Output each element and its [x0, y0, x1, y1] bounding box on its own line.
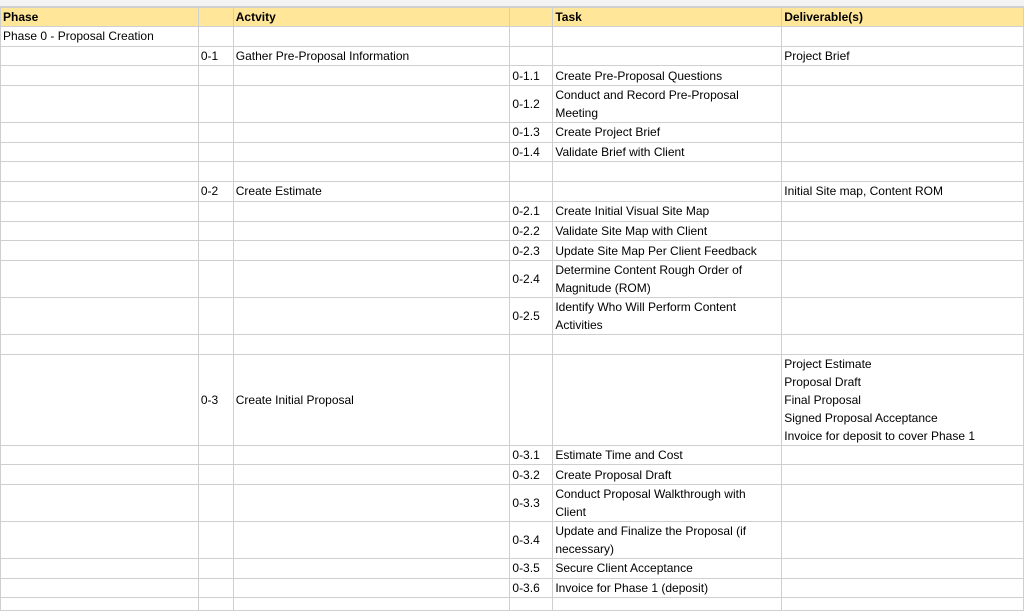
spreadsheet-grid	[0, 7, 1024, 611]
deliverables-list-cell[interactable]	[782, 354, 1024, 445]
task-id-cell[interactable]: 0-1.3	[510, 123, 553, 143]
cell[interactable]	[233, 142, 510, 162]
cell[interactable]	[510, 27, 553, 47]
cell[interactable]	[1, 241, 199, 261]
cell[interactable]	[198, 201, 233, 221]
task-name-cell[interactable]: Create Pre-Proposal Questions	[553, 66, 782, 86]
cell[interactable]	[1, 334, 199, 354]
cell[interactable]	[782, 465, 1024, 485]
cell[interactable]	[510, 162, 553, 182]
task-id-cell[interactable]: 0-2.2	[510, 221, 553, 241]
task-id-cell[interactable]: 0-3.5	[510, 558, 553, 578]
task-name-cell[interactable]: Create Proposal Draft	[553, 465, 782, 485]
cell[interactable]	[1, 182, 199, 202]
task-id-cell[interactable]: 0-2.5	[510, 297, 553, 334]
cell[interactable]	[198, 465, 233, 485]
cell[interactable]	[553, 598, 782, 611]
table-row	[1, 162, 1024, 182]
cell[interactable]	[233, 86, 510, 123]
table-row	[1, 221, 1024, 241]
cell[interactable]	[1, 142, 199, 162]
cell[interactable]	[198, 445, 233, 465]
activity-name-cell[interactable]: Gather Pre-Proposal Information	[233, 46, 510, 66]
cell[interactable]	[198, 221, 233, 241]
cell[interactable]	[1, 598, 199, 611]
cell[interactable]	[233, 162, 510, 182]
table-row	[1, 445, 1024, 465]
cell[interactable]	[1, 558, 199, 578]
header-task-id-cell[interactable]	[510, 8, 553, 27]
deliverable-item: Signed Proposal Acceptance	[784, 410, 938, 425]
cell[interactable]	[782, 27, 1024, 47]
cell[interactable]	[233, 27, 510, 47]
cell[interactable]	[198, 66, 233, 86]
task-name-cell[interactable]: Conduct Proposal Walkthrough with Client	[553, 484, 782, 521]
cell[interactable]	[1, 123, 199, 143]
table-row	[1, 123, 1024, 143]
cell[interactable]	[782, 221, 1024, 241]
activity-id-cell[interactable]: 0-1	[198, 46, 233, 66]
task-id-cell[interactable]: 0-1.4	[510, 142, 553, 162]
cell[interactable]	[233, 445, 510, 465]
cell[interactable]	[782, 578, 1024, 598]
header-row	[1, 8, 1024, 27]
deliverable-item: Proposal Draft	[784, 374, 861, 389]
task-name-cell[interactable]: Update and Finalize the Proposal (if necessary)	[553, 521, 782, 558]
cell[interactable]	[1, 445, 199, 465]
cell[interactable]	[510, 598, 553, 611]
phase-cell[interactable]: Phase 0 - Proposal Creation	[1, 27, 199, 47]
deliverable-cell[interactable]: Project Brief	[782, 46, 1024, 66]
cell[interactable]	[233, 598, 510, 611]
hidden-row-strip	[0, 0, 1024, 7]
task-name-cell[interactable]: Identify Who Will Perform Content Activities	[553, 297, 782, 334]
activity-name-cell[interactable]: Create Initial Proposal	[233, 354, 510, 445]
task-name-cell[interactable]: Conduct and Record Pre-Proposal Meeting	[553, 86, 782, 123]
task-name-cell[interactable]: Update Site Map Per Client Feedback	[553, 241, 782, 261]
task-name-cell[interactable]: Create Project Brief	[553, 123, 782, 143]
cell[interactable]	[782, 445, 1024, 465]
cell[interactable]	[1, 484, 199, 521]
cell[interactable]	[233, 484, 510, 521]
task-name-cell[interactable]: Validate Brief with Client	[553, 142, 782, 162]
cell[interactable]	[782, 558, 1024, 578]
cell[interactable]	[198, 260, 233, 297]
task-name-cell[interactable]: Invoice for Phase 1 (deposit)	[553, 578, 782, 598]
cell[interactable]	[198, 162, 233, 182]
cell[interactable]	[233, 123, 510, 143]
cell[interactable]	[198, 123, 233, 143]
table-row	[1, 598, 1024, 611]
cell[interactable]	[233, 241, 510, 261]
cell[interactable]	[782, 241, 1024, 261]
cell[interactable]	[198, 598, 233, 611]
table-row	[1, 297, 1024, 334]
table-row	[1, 260, 1024, 297]
cell[interactable]	[782, 123, 1024, 143]
task-name-cell[interactable]: Secure Client Acceptance	[553, 558, 782, 578]
cell[interactable]	[198, 86, 233, 123]
cell[interactable]	[1, 297, 199, 334]
task-id-cell[interactable]: 0-2.1	[510, 201, 553, 221]
cell[interactable]	[553, 334, 782, 354]
cell[interactable]	[782, 86, 1024, 123]
table-row	[1, 354, 1024, 445]
cell[interactable]	[1, 521, 199, 558]
table-row	[1, 484, 1024, 521]
activity-id-cell[interactable]: 0-3	[198, 354, 233, 445]
cell[interactable]	[233, 558, 510, 578]
table-row	[1, 201, 1024, 221]
cell[interactable]	[782, 142, 1024, 162]
header-task[interactable]: Task	[553, 8, 782, 27]
activity-id-cell[interactable]: 0-2	[198, 182, 233, 202]
cell[interactable]	[233, 260, 510, 297]
cell[interactable]	[1, 221, 199, 241]
deliverable-cell[interactable]: Initial Site map, Content ROM	[782, 182, 1024, 202]
cell[interactable]	[233, 221, 510, 241]
task-id-cell[interactable]: 0-3.4	[510, 521, 553, 558]
cell[interactable]	[782, 260, 1024, 297]
table-row	[1, 27, 1024, 47]
cell[interactable]	[233, 578, 510, 598]
table-row	[1, 465, 1024, 485]
cell[interactable]	[1, 162, 199, 182]
table-row	[1, 521, 1024, 558]
task-id-cell[interactable]: 0-3.2	[510, 465, 553, 485]
task-id-cell[interactable]: 0-2.3	[510, 241, 553, 261]
cell[interactable]	[510, 46, 553, 66]
cell[interactable]	[553, 46, 782, 66]
table-row	[1, 334, 1024, 354]
task-name-cell[interactable]: Determine Content Rough Order of Magnitude (ROM)	[553, 260, 782, 297]
table-row	[1, 46, 1024, 66]
cell[interactable]	[553, 354, 782, 445]
deliverable-item: Project Estimate	[784, 356, 872, 371]
cell[interactable]	[1, 354, 199, 445]
task-name-cell[interactable]: Create Initial Visual Site Map	[553, 201, 782, 221]
deliverable-item: Final Proposal	[784, 392, 861, 407]
cell[interactable]	[198, 578, 233, 598]
cell[interactable]	[1, 578, 199, 598]
task-name-cell[interactable]: Estimate Time and Cost	[553, 445, 782, 465]
cell[interactable]	[198, 27, 233, 47]
task-id-cell[interactable]: 0-1.1	[510, 66, 553, 86]
table-row	[1, 241, 1024, 261]
cell[interactable]	[782, 484, 1024, 521]
cell[interactable]	[233, 334, 510, 354]
cell[interactable]	[782, 334, 1024, 354]
cell[interactable]	[782, 66, 1024, 86]
activity-name-cell[interactable]: Create Estimate	[233, 182, 510, 202]
cell[interactable]	[198, 142, 233, 162]
cell[interactable]	[782, 162, 1024, 182]
table-row	[1, 558, 1024, 578]
deliverable-item: Invoice for deposit to cover Phase 1	[784, 428, 976, 443]
table-row	[1, 66, 1024, 86]
task-id-cell[interactable]: 0-3.6	[510, 578, 553, 598]
cell[interactable]	[510, 182, 553, 202]
cell[interactable]	[233, 66, 510, 86]
header-phase[interactable]: Phase	[1, 8, 199, 27]
task-id-cell[interactable]: 0-3.1	[510, 445, 553, 465]
cell[interactable]	[198, 558, 233, 578]
cell[interactable]	[233, 521, 510, 558]
cell[interactable]	[1, 66, 199, 86]
task-name-cell[interactable]: Validate Site Map with Client	[553, 221, 782, 241]
cell[interactable]	[782, 598, 1024, 611]
cell[interactable]	[233, 297, 510, 334]
cell[interactable]	[233, 465, 510, 485]
table-row	[1, 86, 1024, 123]
cell[interactable]	[782, 297, 1024, 334]
table-row	[1, 182, 1024, 202]
cell[interactable]	[198, 334, 233, 354]
cell[interactable]	[198, 521, 233, 558]
cell[interactable]	[510, 334, 553, 354]
cell[interactable]	[198, 241, 233, 261]
cell[interactable]	[782, 521, 1024, 558]
cell[interactable]	[1, 46, 199, 66]
table-row	[1, 142, 1024, 162]
task-id-cell[interactable]: 0-3.3	[510, 484, 553, 521]
cell[interactable]	[510, 354, 553, 445]
cell[interactable]	[198, 297, 233, 334]
cell[interactable]	[553, 162, 782, 182]
cell[interactable]	[1, 260, 199, 297]
cell[interactable]	[553, 27, 782, 47]
cell[interactable]	[1, 465, 199, 485]
header-deliverables[interactable]: Deliverable(s)	[782, 8, 1024, 27]
task-id-cell[interactable]: 0-1.2	[510, 86, 553, 123]
table-row	[1, 578, 1024, 598]
header-activity[interactable]: Actvity	[233, 8, 510, 27]
cell[interactable]	[198, 484, 233, 521]
cell[interactable]	[1, 201, 199, 221]
task-id-cell[interactable]: 0-2.4	[510, 260, 553, 297]
header-activity-id-cell[interactable]	[198, 8, 233, 27]
cell[interactable]	[553, 182, 782, 202]
cell[interactable]	[233, 201, 510, 221]
cell[interactable]	[1, 86, 199, 123]
cell[interactable]	[782, 201, 1024, 221]
